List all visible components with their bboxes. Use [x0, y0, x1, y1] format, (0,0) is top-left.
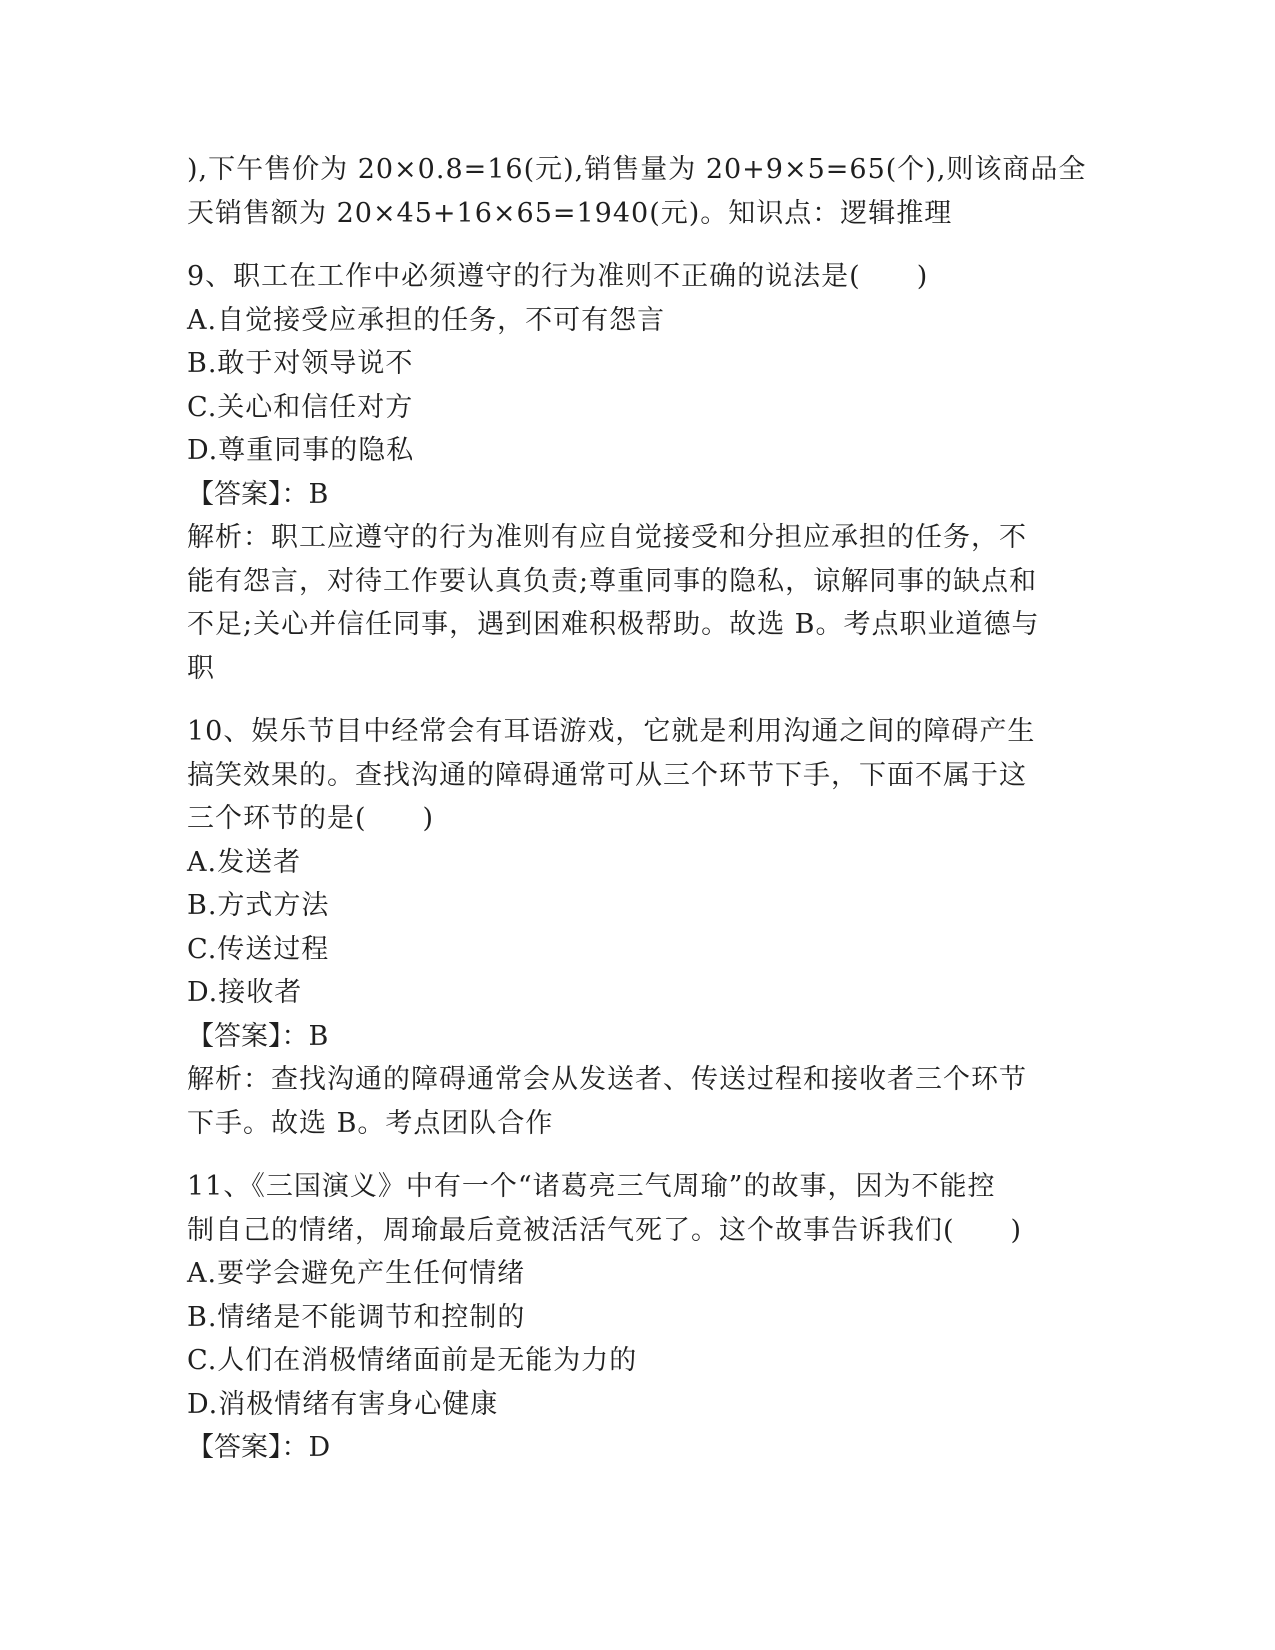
option-d: D.消极情绪有害身心健康	[187, 1388, 499, 1420]
question-stem: 制自己的情绪，周瑜最后竟被活活气死了。这个故事告诉我们( )	[187, 1214, 1023, 1246]
question-stem: 搞笑效果的。查找沟通的障碍通常可从三个环节下手，下面不属于这	[187, 759, 1027, 791]
answer-label: 【答案】：B	[187, 1020, 329, 1052]
question-stem: 三个环节的是( )	[187, 803, 435, 834]
option-b: B.敢于对领导说不	[187, 348, 414, 379]
question-stem: 10、娱乐节目中经常会有耳语游戏，它就是利用沟通之间的障碍产生	[187, 716, 1036, 747]
option-c: C.人们在消极情绪面前是无能为力的	[187, 1345, 638, 1376]
analysis-line: 能有怨言，对待工作要认真负责;尊重同事的隐私，谅解同事的缺点和	[187, 565, 1038, 597]
analysis-line: 解析：查找沟通的障碍通常会从发送者、传送过程和接收者三个环节	[187, 1064, 1027, 1095]
analysis-line: 不足;关心并信任同事，遇到困难积极帮助。故选 B。考点职业道德与	[187, 609, 1040, 640]
answer-label: 【答案】：D	[187, 1432, 331, 1463]
option-c: C.关心和信任对方	[187, 391, 414, 423]
question-9	[187, 255, 1087, 690]
intro-line: ),下午售价为 20×0.8=16(元),销售量为 20+9×5=65(个),则该商品全	[187, 154, 1087, 185]
analysis-line: 职	[187, 652, 215, 684]
option-b: B.方式方法	[187, 890, 330, 921]
question-stem: 9、职工在工作中必须遵守的行为准则不正确的说法是( )	[187, 261, 929, 292]
document-page	[187, 148, 1087, 1470]
option-d: D.接收者	[187, 977, 303, 1008]
question-stem: 11、《三国演义》中有一个“诸葛亮三气周瑜”的故事，因为不能控	[187, 1171, 996, 1202]
question-11	[187, 1165, 1087, 1470]
analysis-line: 下手。故选 B。考点团队合作	[187, 1107, 554, 1139]
option-a: A.要学会避免产生任何情绪	[187, 1258, 526, 1289]
intro-line: 天销售额为 20×45+16×65=1940(元)。知识点：逻辑推理	[187, 197, 953, 229]
intro-paragraph	[187, 148, 1087, 235]
option-a: A.自觉接受应承担的任务，不可有怨言	[187, 304, 666, 336]
option-a: A.发送者	[187, 846, 302, 878]
analysis-line: 解析：职工应遵守的行为准则有应自觉接受和分担应承担的任务，不	[187, 522, 1027, 553]
option-b: B.情绪是不能调节和控制的	[187, 1301, 526, 1333]
answer-label: 【答案】：B	[187, 478, 329, 510]
option-d: D.尊重同事的隐私	[187, 435, 415, 466]
option-c: C.传送过程	[187, 933, 330, 965]
question-10	[187, 710, 1087, 1145]
